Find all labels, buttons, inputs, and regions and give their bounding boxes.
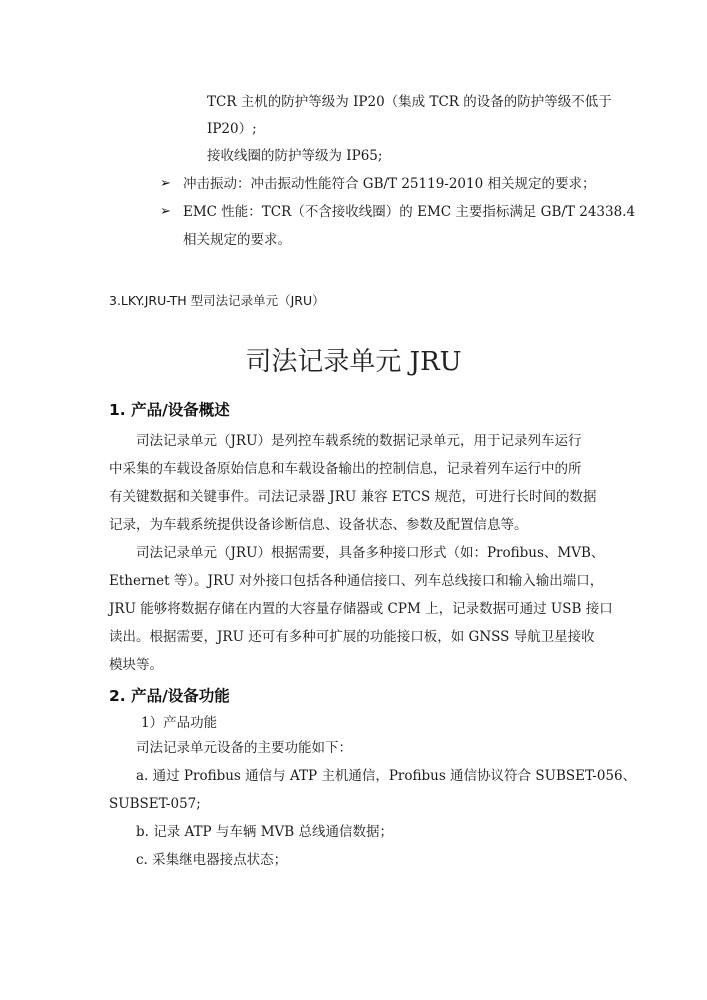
bullet-arrow-icon: ➢ bbox=[160, 204, 171, 219]
overview-para2-line-5: 模块等。 bbox=[109, 657, 163, 673]
overview-para2-line-1: 司法记录单元（JRU）根据需要，具备多种接口形式（如：Profibus、MVB、 bbox=[136, 545, 605, 561]
receiver-coil-protection: 接收线圈的防护等级为 IP65; bbox=[207, 148, 383, 164]
overview-para1-line-3: 有关键数据和关键事件。司法记录器 JRU 兼容 ETCS 规范，可进行长时间的数据 bbox=[109, 489, 597, 505]
section-1-heading: 1. 产品/设备概述 bbox=[109, 401, 230, 419]
document-title: 司法记录单元 JRU bbox=[245, 347, 462, 377]
shock-vibration-item: 冲击振动：冲击振动性能符合 GB/T 25119-2010 相关规定的要求； bbox=[183, 176, 596, 192]
overview-para2-line-2: Ethernet 等）。JRU 对外接口包括各种通信接口、列车总线接口和输入输出端口， bbox=[109, 573, 604, 589]
function-item-c: c. 采集继电器接点状态； bbox=[136, 852, 288, 868]
product-function-subheading: 1）产品功能 bbox=[141, 715, 218, 731]
overview-para1-line-2: 中采集的车载设备原始信息和车载设备输出的控制信息，记录着列车运行中的所 bbox=[109, 461, 582, 477]
section-reference-heading: 3.LKY.JRU-TH 型司法记录单元（JRU） bbox=[109, 293, 325, 308]
overview-para1-line-4: 记录，为车载系统提供设备诊断信息、设备状态、参数及配置信息等。 bbox=[109, 517, 528, 533]
function-intro: 司法记录单元设备的主要功能如下： bbox=[136, 740, 352, 756]
function-item-a-line-1: a. 通过 Profibus 通信与 ATP 主机通信，Profibus 通信协议符合 SUBSET-056、 bbox=[136, 768, 637, 784]
overview-para2-line-4: 读出。根据需要，JRU 还可有多种可扩展的功能接口板，如 GNSS 导航卫星接收 bbox=[109, 629, 595, 645]
overview-para1-line-1: 司法记录单元（JRU）是列控车载系统的数据记录单元，用于记录列车运行 bbox=[136, 433, 582, 449]
emc-item-line-2: 相关规定的要求。 bbox=[183, 232, 291, 248]
function-item-b: b. 记录 ATP 与车辆 MVB 总线通信数据； bbox=[136, 824, 393, 840]
tcr-protection-line-1: TCR 主机的防护等级为 IP20（集成 TCR 的设备的防护等级不低于 bbox=[207, 94, 612, 110]
emc-item-line-1: EMC 性能：TCR（不含接收线圈）的 EMC 主要指标满足 GB/T 24338.4 bbox=[183, 204, 636, 220]
overview-para2-line-3: JRU 能够将数据存储在内置的大容量存储器或 CPM 上，记录数据可通过 USB 接口 bbox=[109, 601, 613, 617]
tcr-protection-line-2: IP20）; bbox=[207, 121, 257, 137]
function-item-a-line-2: SUBSET-057; bbox=[109, 796, 201, 812]
section-2-heading: 2. 产品/设备功能 bbox=[109, 687, 230, 705]
bullet-arrow-icon: ➢ bbox=[160, 176, 171, 191]
